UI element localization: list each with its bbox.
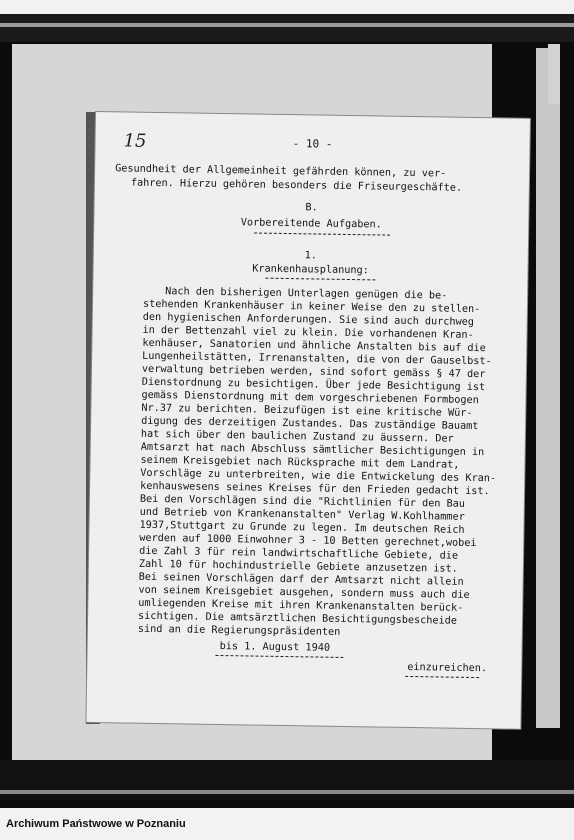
text-line: sind an die Regierungspräsidenten — [137, 623, 341, 638]
section-heading: Vorbereitende Aufgaben. — [240, 217, 382, 231]
text-line: und Betrieb von Krankenanstalten" Verlag W.Kohlhammer — [139, 506, 465, 523]
subsection-number: 1. — [304, 250, 317, 262]
deadline-underline — [215, 655, 343, 658]
closing-underline — [405, 676, 479, 678]
text-line: verwaltung betrieben werden, sind sofort gemäss § 47 der — [141, 363, 486, 381]
text-line: Gesundheit der Allgemeinheit gefährden können, zu ver- — [115, 163, 447, 180]
text-line: sichtigen. Die amtsärztlichen Besichtigungsbescheide — [137, 610, 458, 627]
microfilm-bottom-border — [0, 760, 574, 800]
text-line: von seinem Kreisgebiet ausgehen, sondern muss auch die — [138, 584, 470, 601]
deadline-line: bis 1. August 1940 — [219, 641, 331, 654]
text-line: Nach den bisherigen Unterlagen genügen die be- — [165, 286, 448, 302]
subsection-heading: Krankenhausplanung: — [252, 263, 369, 277]
text-line: fahren. Hierzu gehören besonders die Friseurgeschäfte. — [130, 177, 463, 194]
text-line: 1937,Stuttgart zu Grunde zu legen. Im deutschen Reich — [139, 519, 465, 536]
text-line: Dienstordnung zu besichtigen. Über jede Besichtigung ist — [141, 376, 486, 394]
section-letter: B. — [305, 202, 318, 214]
text-line: kenhauswesens seines Kreises für den Frieden gedacht ist. — [140, 480, 490, 498]
text-line: die Zahl 3 für rein landwirtschaftliche Gebiete, die — [139, 545, 459, 562]
text-line: stehenden Krankenhäuser in keiner Weise den zu stellen- — [142, 298, 481, 316]
text-line: seinem Kreisgebiet nach Rücksprache mit dem Landrat, — [140, 454, 460, 471]
document-page — [86, 112, 530, 729]
handwritten-margin-number: 15 — [123, 130, 147, 152]
text-line: gemäss Dienstordnung mit dem vorgeschriebenen Formbogen — [141, 389, 479, 407]
text-line: werden auf 1000 Einwohner 3 - 10 Betten gerechnet,wobei — [139, 532, 477, 550]
microfilm-top-border — [0, 14, 574, 42]
right-edge-sheet — [536, 48, 560, 728]
text-line: kenhäuser, Sanatorien und ähnliche Anstalten bis auf die — [142, 337, 486, 355]
text-line: Zahl 10 für hochindustrielle Gebiete anzusetzen ist. — [138, 558, 458, 575]
text-line: den hygienischen Anforderungen. Sie sind auch durchweg — [142, 311, 475, 328]
text-line: Bei seinen Vorschlägen darf der Amtsarzt nicht allein — [138, 571, 464, 588]
top-strip — [0, 0, 574, 14]
closing-word: einzureichen. — [407, 661, 488, 675]
text-line: Amtsarzt hat nach Abschluss sämtlicher Besichtigungen in — [140, 441, 485, 459]
text-line: digung des derzeitigen Zustandes. Das zuständige Bauamt — [141, 415, 479, 433]
archive-footer — [0, 808, 574, 840]
text-line: umliegenden Kreise mit ihren Krankenanstalten berück- — [138, 597, 464, 614]
archive-name: Archiwum Państwowe w Poznaniu — [6, 818, 186, 830]
page-number: - 10 - — [292, 137, 333, 151]
text-line: Bei den Vorschlägen sind die "Richtlinien für den Bau — [139, 493, 466, 510]
heading-underline — [254, 232, 390, 235]
text-line: hat sich über den baulichen Zustand zu äussern. Der — [140, 428, 454, 445]
right-edge-sheet-top — [548, 44, 560, 104]
text-line: Lungenheilstätten, Irrenanstalten, die von der Gauselbst- — [142, 350, 492, 368]
subheading-underline — [265, 278, 375, 281]
text-line: Vorschläge zu unterbreiten, wie die Entwickelung des Kran- — [140, 467, 497, 485]
text-line: Nr.37 zu berichten. Beizufügen ist eine kritische Wür- — [141, 402, 473, 419]
text-line: in der Bettenzahl viel zu klein. Die vorhandenen Kran- — [142, 324, 474, 341]
